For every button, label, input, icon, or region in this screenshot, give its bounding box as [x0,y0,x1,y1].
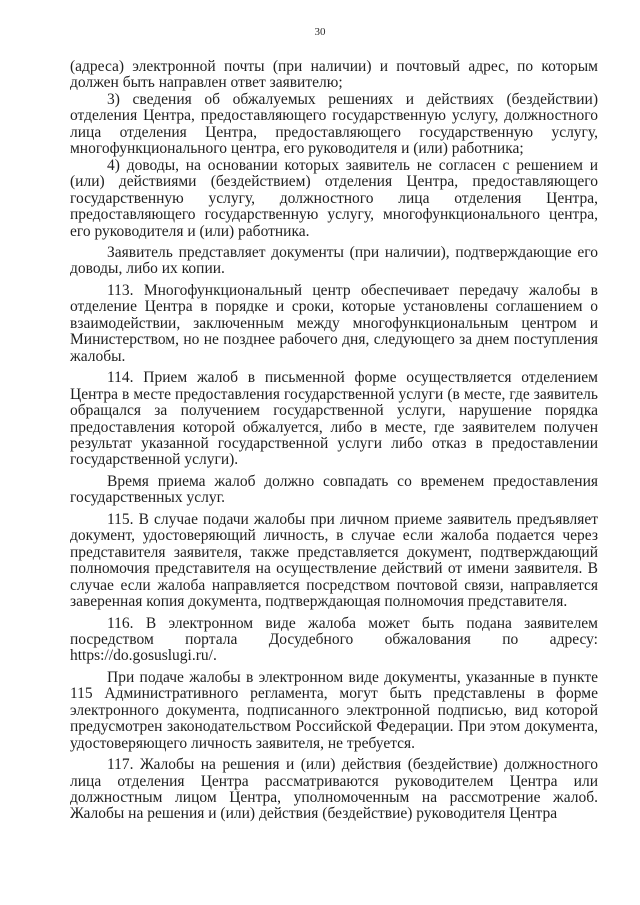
paragraph-117: 117. Жалобы на решения и (или) действия (бездействие) должностного лица отделения Центра рассматриваются руководителем Центра или должностным лицом Центра, уполномоченным на рассмотрение жалоб. Жалобы на решения и (или) действия (бездействие) руководителя Центра [70,756,598,823]
paragraph-114: 114. Прием жалоб в письменной форме осуществляется отделением Центра в месте предоставления государственной услуги (в месте, где заявитель обращался за получением государственной услуги, нарушение порядка предоставления которой обжалуется, либо в месте, где заявителем получен результат указанной государственной услуги либо отказ в предоставлении государственной услуги). [70,369,598,469]
paragraph-electronic-submission: При подаче жалобы в электронном виде документы, указанные в пункте 115 Административного регламента, могут быть представлены в форме электронного документа, подписанного электронной подписью, вид которой предусмотрен законодательством Российской Федерации. При этом документа, удостоверяющего личность заявителя, не требуется. [70,668,598,752]
paragraph-reception-time: Время приема жалоб должно совпадать со временем предоставления государственных услуг. [70,472,598,507]
paragraph-applicant-documents: Заявитель представляет документы (при наличии), подтверждающие его доводы, либо их копии. [70,243,598,278]
paragraph-item-3: 3) сведения об обжалуемых решениях и действиях (бездействии) отделения Центра, предоставляющего государственную услугу, должностного лица отделения Центра, предоставляющего государственную услугу, многофункционального центра, его руководителя и (или) работника; [70,90,598,158]
paragraph-116: 116. В электронном виде жалоба может быть подана заявителем посредством портала Досудебного обжалования по адресу: https://do.gosuslugi.ru/. [70,614,598,665]
paragraph-113: 113. Многофункциональный центр обеспечивает передачу жалобы в отделение Центра в порядке и сроки, которые установлены соглашением о взаимодействии, заключенным между многофункциональным центром и Министерством, но не позднее рабочего дня, следующего за днем поступления жалобы. [70,281,598,365]
paragraph-115: 115. В случае подачи жалобы при личном приеме заявитель предъявляет документ, удостоверяющий личность, в случае если жалоба подается через представителя заявителя, также представляется документ, подтверждающий полномочия представителя на осуществление действий от имени заявителя. В случае если жалоба направляется посредством почтовой связи, направляется заверенная копия документа, подтверждающая полномочия представителя. [70,510,598,611]
paragraph-item-4: 4) доводы, на основании которых заявитель не согласен с решением и (или) действиями (бездействием) отделения Центра, предоставляющего государственную услугу, должностного лица отделения Центра, предоставляющего государственную услугу, многофункционального центра, его руководителя и (или) работника. [70,156,598,240]
document-body [70,59,598,823]
page-number: 30 [314,26,326,38]
paragraph-address-continuation: (адреса) электронной почты (при наличии) и почтовый адрес, по которым должен быть направлен ответ заявителю; [70,58,598,92]
